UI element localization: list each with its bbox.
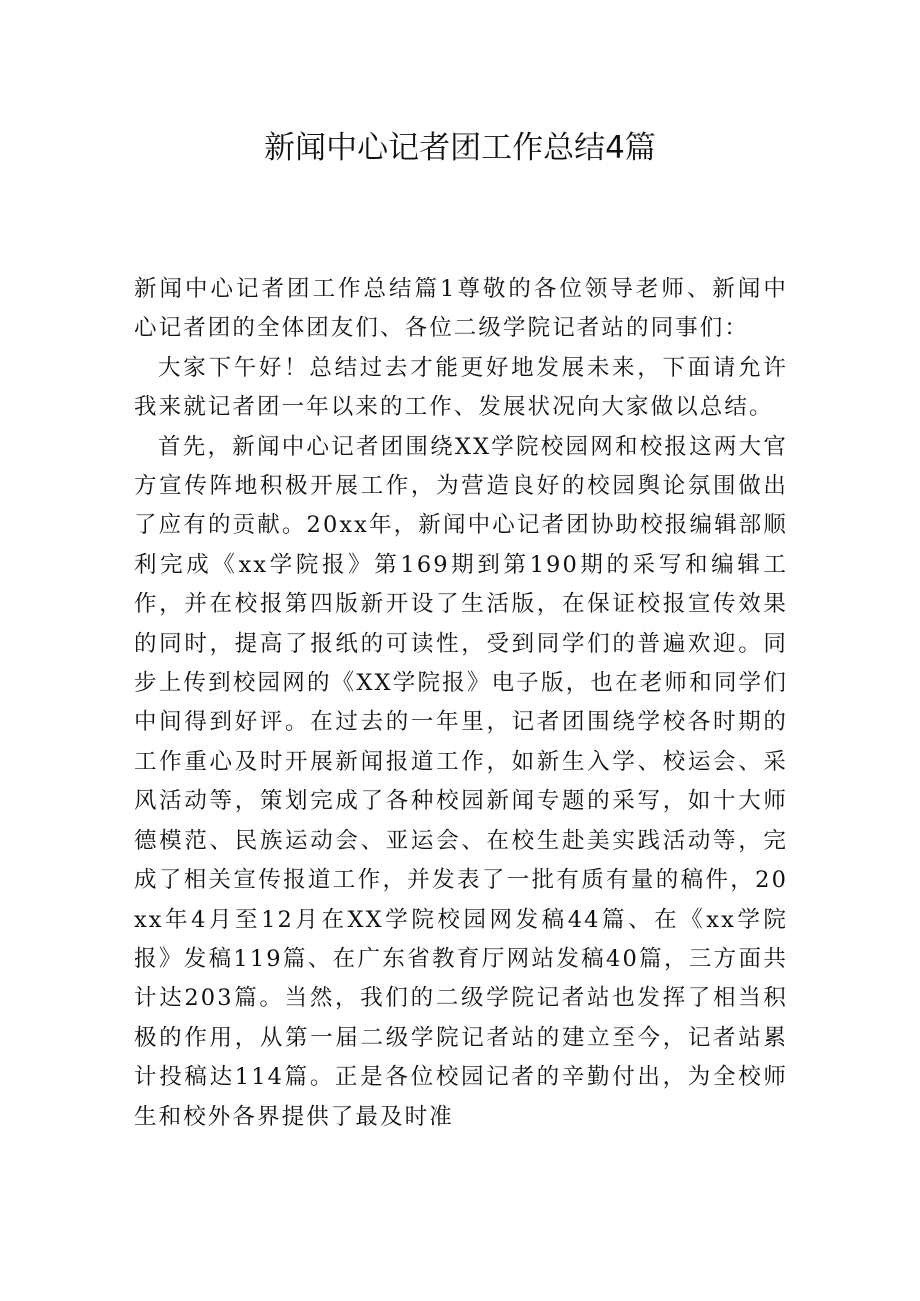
document-body [134, 270, 788, 1137]
paragraph-greeting: 新闻中心记者团工作总结篇1尊敬的各位领导老师、新闻中心记者团的全体团友们、各位二级学院记者站的同事们： [134, 276, 788, 342]
document-title: 新闻中心记者团工作总结4篇 [264, 130, 656, 166]
paragraph-opening: 大家下午好！总结过去才能更好地发展未来，下面请允许我来就记者团一年以来的工作、发展状况向大家做以总结。 [134, 354, 788, 421]
paragraph-work-summary: 首先，新闻中心记者团围绕XX学院校园网和校报这两大官方宣传阵地积极开展工作，为营造良好的校园舆论氛围做出了应有的贡献。20xx年，新闻中心记者团协助校报编辑部顺利完成《xx学院报》第169期到第190期的采写和编辑工作，并在校报第四版新开设了生活版，在保证校报宣传效果的同时，提高了报纸的可读性，受到同学们的普遍欢迎。同步上传到校园网的《XX学院报》电子版，也在老师和同学们中间得到好评。在过去的一年里，记者团围绕学校各时期的工作重心及时开展新闻报道工作，如新生入学、校运会、采风活动等，策划完成了各种校园新闻专题的采写，如十大师德模范、民族运动会、亚运会、在校生赴美实践活动等，完成了相关宣传报道工作，并发表了一批有质有量的稿件，20xx年4月至12月在XX学院校园网发稿44篇、在《xx学院报》发稿119篇、在广东省教育厅网站发稿40篇，三方面共计达203篇。当然，我们的二级学院记者站也发挥了相当积极的作用，从第一届二级学院记者站的建立至今，记者站累计投稿达114篇。正是各位校园记者的辛勤付出，为全校师生和校外各界提供了最及时准 [134, 433, 788, 1130]
